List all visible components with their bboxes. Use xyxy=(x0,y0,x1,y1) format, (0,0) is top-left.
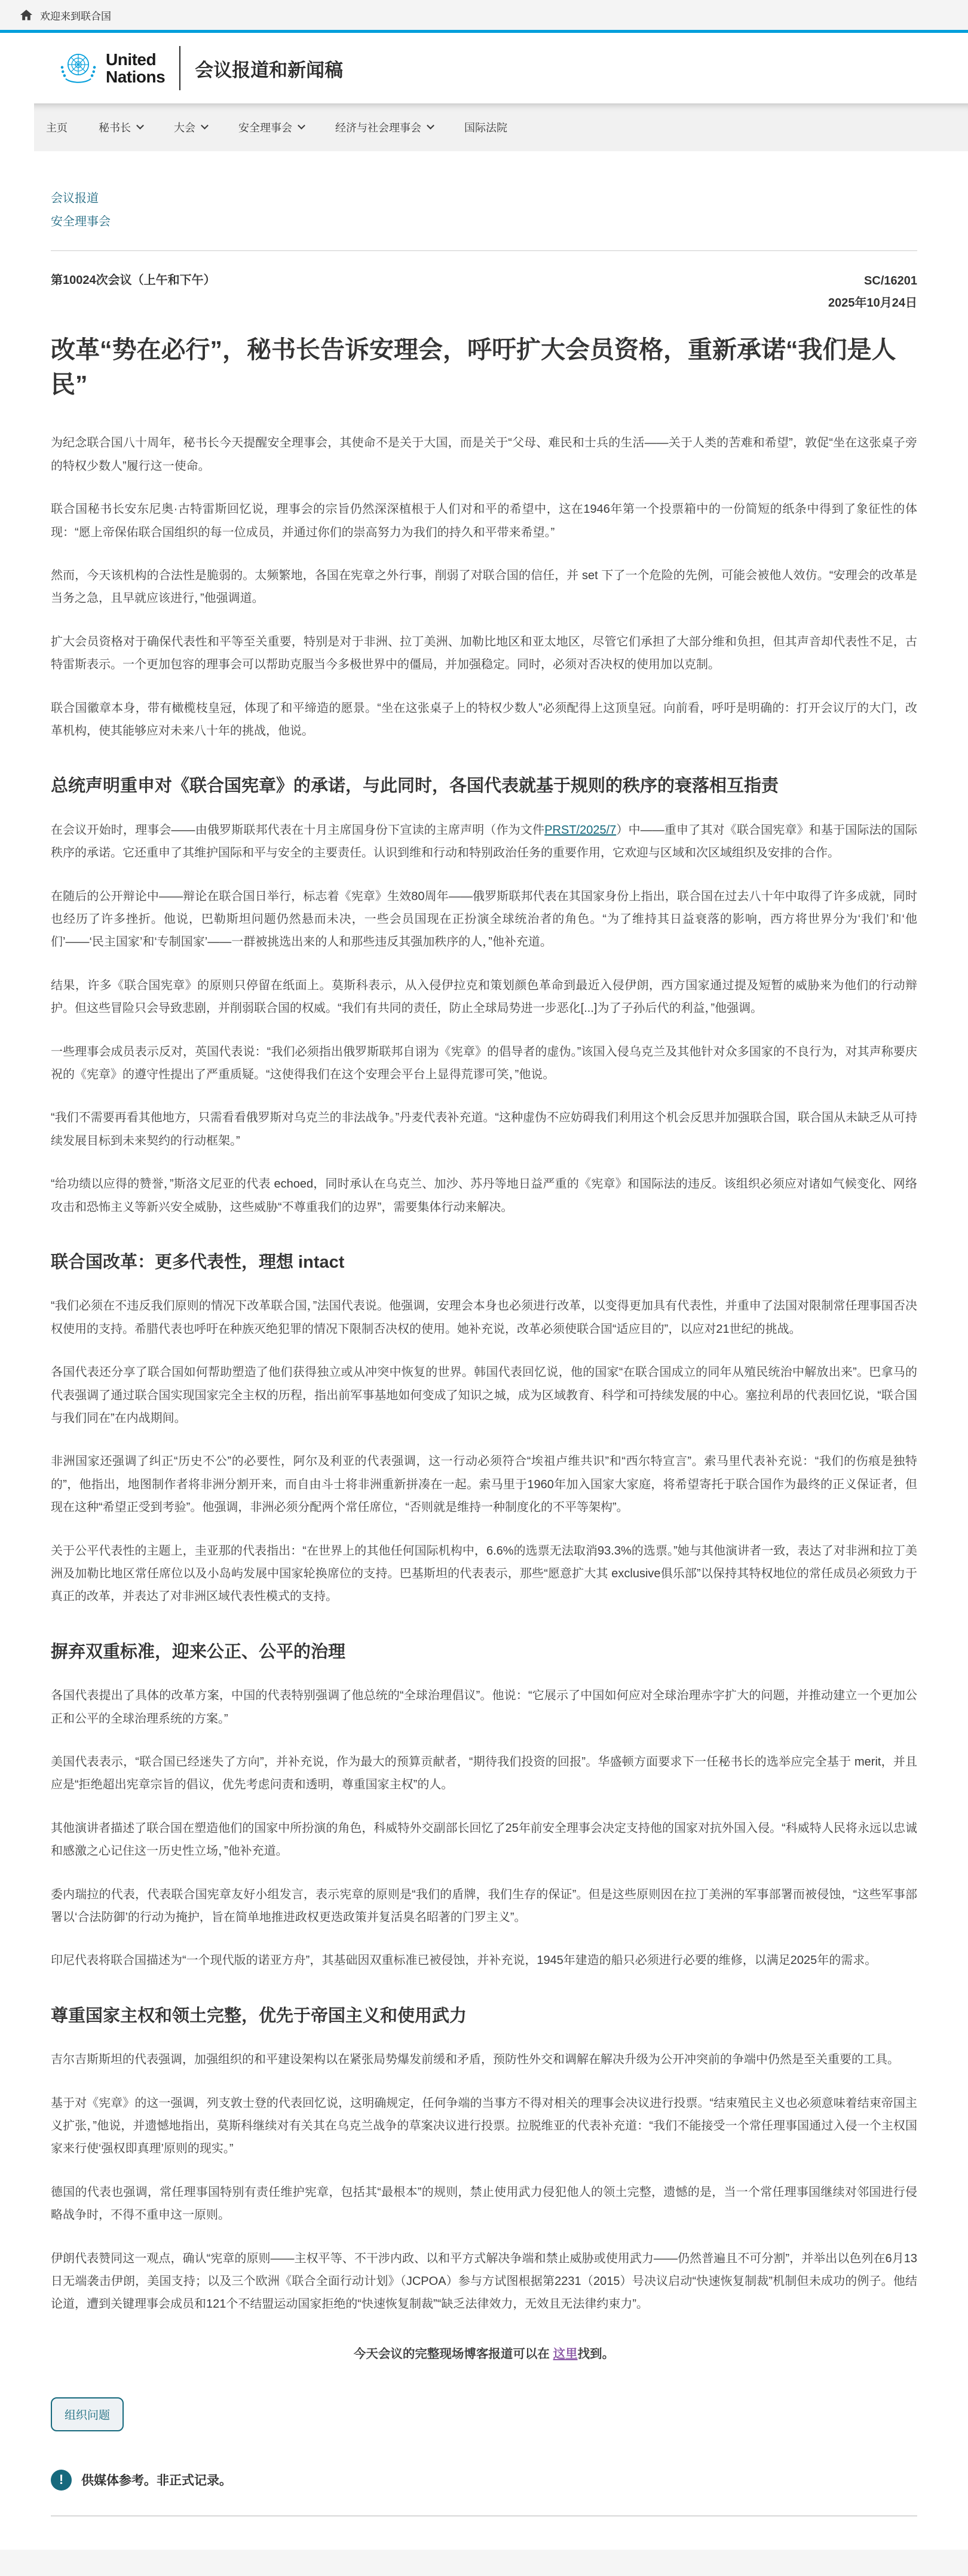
paragraph: 各国代表还分享了联合国如何帮助塑造了他们获得独立或从冲突中恢复的世界。韩国代表回忆说，他的国家“在联合国成立的同年从殖民统治中解放出来”。巴拿马的代表强调了通过联合国实现国家完全主权的历程，指出前军事基地如何变成了知识之城，成为区域教育、科学和可持续发展的中心。塞拉利昂的代表回忆说，“联合国与我们同在”在内战期间。 xyxy=(51,1366,917,1425)
live-blog-link[interactable]: 这里 xyxy=(553,2346,578,2361)
paragraph: 然而，今天该机构的合法性是脆弱的。太频繁地，各国在宪章之外行事，削弱了对联合国的信任，并 set 下了一个危险的先例，可能会被他人效仿。“安理会的改革是当务之急，且早就应该进行，”他强调道。 xyxy=(51,569,917,605)
paragraph: 其他演讲者描述了联合国在塑造他们的国家中所扮演的角色，科威特外交副部长回忆了25年前安全理事会决定支持他的国家对抗外国入侵。“科威特人民将永远以忠诚和感激之心记住这一历史性立场，”他补充道。 xyxy=(51,1821,917,1858)
nav-item-general-assembly[interactable]: 大会 xyxy=(174,120,207,135)
site-title: 会议报道和新闻稿 xyxy=(195,59,344,81)
paragraph: 结果，许多《联合国宪章》的原则只停留在纸面上。莫斯科表示，从入侵伊拉克和策划颜色革命到最近入侵伊朗，西方国家通过提及短暂的威胁来为他们的行动辩护。但这些冒险只会导致悲剧，并削弱联合国的权威。“我们有共同的责任，防止全球局势进一步恶化[...]为了子孙后代的利益，”他强调。 xyxy=(51,978,917,1015)
paragraph: 美国代表表示，“联合国已经迷失了方向”，并补充说，作为最大的预算贡献者，“期待我们投资的回报”。华盛顿方面要求下一任秘书长的选举应完全基于 merit，并且应是“拒绝超出宪章宗旨的倡议，优先考虑问责和透明，尊重国家主权”的人。 xyxy=(51,1755,917,1792)
paragraph: 非洲国家还强调了纠正“历史不公”的必要性，阿尔及利亚的代表强调，这一行动必须符合“埃祖卢维共识”和“西尔特宣言”。索马里代表补充说：“我们的伤痕是独特的”，他指出，地图制作者将非洲分割开来，而自由斗士将非洲重新拼凑在一起。索马里于1960年加入国家大家庭，将希望寄托于联合国作为最终的正义保证者，但现在这种“希望正受到考验”。他强调，非洲必须分配两个常任席位，“否则就是维持一种制度化的不平等架构”。 xyxy=(51,1455,917,1515)
meeting-meta xyxy=(51,270,917,314)
org-name: United Nations xyxy=(106,50,166,86)
live-blog-line: 今天会议的完整现场博客报道可以在 这里找到。 xyxy=(353,2346,615,2361)
exclamation-icon: ! xyxy=(51,2470,72,2491)
media-note xyxy=(51,2470,917,2491)
chevron-down-icon xyxy=(201,121,209,129)
paragraph: 印尼代表将联合国描述为“一个现代版的诺亚方舟”，其基础因双重标准已被侵蚀，并补充说，1945年建造的船只必须进行必要的维修，以满足2025年的需求。 xyxy=(51,1954,877,1968)
paragraph: 联合国秘书长安东尼奥·古特雷斯回忆说，理事会的宗旨仍然深深植根于人们对和平的希望中，这在1946年第一个投票箱中的一份简短的纸条中得到了象征性的体现：“愿上帝保佑联合国组织的每一位成员，并通过你们的崇高努力为我们的持久和平带来希望。” xyxy=(51,503,917,539)
home-icon[interactable] xyxy=(20,8,33,22)
paragraph: 联合国徽章本身，带有橄榄枝皇冠，体现了和平缔造的愿景。“坐在这张桌子上的特权少数人”必须配得上这顶皇冠。向前看，呼吁是明确的：打开会议厅的大门，改革机构，使其能够应对未来八十年的挑战，他说。 xyxy=(51,701,917,738)
breadcrumb-security-council[interactable]: 安全理事会 xyxy=(51,215,111,228)
paragraph-with-document-link: 在会议开始时，理事会——由俄罗斯联邦代表在十月主席国身份下宣读的主席声明（作为文件PRST/2025/7）中——重申了其对《联合国宪章》和基于国际法的国际秩序的承诺。它还重申了其维护国际和平与安全的主要责任。认识到维和行动和特别政治任务的重要作用，它欢迎与区域和次区域组织及安排的合作。 xyxy=(51,823,918,860)
paragraph: 为纪念联合国八十周年，秘书长今天提醒安全理事会，其使命不是关于大国，而是关于“父母、难民和士兵的生活——关于人类的苦难和希望”，敦促“坐在这张桌子旁的特权少数人”履行这一使命。 xyxy=(51,436,917,473)
meeting-number: 第10024次会议（上午和下午） xyxy=(51,274,216,287)
paragraph: 各国代表提出了具体的改革方案，中国的代表特别强调了他总统的“全球治理倡议”。他说：“它展示了中国如何应对全球治理赤字扩大的问题，并推动建立一个更加公正和公平的全球治理系统的方案。” xyxy=(51,1689,917,1726)
paragraph: 委内瑞拉的代表，代表联合国宪章友好小组发言，表示宪章的原则是“我们的盾牌，我们生存的保证”。但是这些原则因在拉丁美洲的军事部署而被侵蚀，“这些军事部署以‘合法防御’的行动为掩护，旨在简单地推进政权更迭政策并复活臭名昭著的门罗主义”。 xyxy=(51,1887,917,1924)
paragraph: 德国的代表也强调，常任理事国特别有责任维护宪章，包括其“最根本”的规则，禁止使用武力侵犯他人的领土完整，遗憾的是，当一个常任理事国继续对邻国进行侵略战争时，不得不重申这一原则。 xyxy=(51,2185,917,2222)
nav-item-secretary-general[interactable]: 秘书长 xyxy=(99,120,143,135)
section-heading: 摒弃双重标准，迎来公正、公平的治理 xyxy=(51,1642,346,1662)
nav-item-security-council[interactable]: 安全理事会 xyxy=(238,120,304,135)
header-rule xyxy=(51,250,917,251)
site-header xyxy=(0,33,968,103)
paragraph: “我们不需要再看其他地方，只需看看俄罗斯对乌克兰的非法战争。”丹麦代表补充道。“这种虚伪不应妨碍我们利用这个机会反思并加强联合国，联合国从未缺乏从可持续发展目标到未来契约的行动框架。” xyxy=(51,1111,917,1148)
chevron-down-icon xyxy=(427,121,434,129)
media-note-text: 供媒体参考。非正式记录。 xyxy=(81,2474,232,2488)
paragraph: 伊朗代表赞同这一观点，确认“宪章的原则——主权平等、不干涉内政、以和平方式解决争端和禁止威胁或使用武力——仍然普遍且不可分割”，并举出以色列在6月13日无端袭击伊朗，美国支持；以及三个欧洲《联合全面行动计划》（JCPOA）参与方试图根据第2231（2015）号决议启动“快速恢复制裁”机制但未成功的例子。他结论道，遭到关键理事会成员和121个不结盟运动国家拒绝的“快速恢复制裁”“缺乏法律效力，无效且无法律约束力”。 xyxy=(51,2251,917,2311)
document-symbol: SC/16201 xyxy=(864,274,917,287)
un-brand-link[interactable] xyxy=(59,46,343,90)
chevron-down-icon xyxy=(298,121,305,129)
welcome-link[interactable]: 欢迎来到联合国 xyxy=(40,10,111,22)
section-heading: 联合国改革：更多代表性，理想 intact xyxy=(51,1252,345,1272)
section-heading: 尊重国家主权和领土完整，优先于帝国主义和使用武力 xyxy=(51,2006,467,2026)
un-emblem-icon xyxy=(59,47,98,90)
chevron-down-icon xyxy=(136,121,144,129)
breadcrumb xyxy=(51,187,917,234)
article-title: 改革“势在必行”，秘书长告诉安理会，呼吁扩大会员资格，重新承诺“我们是人民” xyxy=(51,336,896,399)
paragraph: 基于对《宪章》的这一强调，列支敦士登的代表回忆说，这明确规定，任何争端的当事方不得对相关的理事会决议进行投票。“结束殖民主义也必须意味着结束帝国主义扩张，”他说，并遗憾地指出，莫斯科继续对有关其在乌克兰战争的草案决议进行投票。拉脱维亚的代表补充道：“我们不能接受一个常任理事国通过入侵一个主权国家来行使‘强权即真理’原则的现实。” xyxy=(51,2096,917,2156)
paragraph: 扩大会员资格对于确保代表性和平等至关重要，特别是对于非洲、拉丁美洲、加勒比地区和亚太地区，尽管它们承担了大部分维和负担，但其声音却代表性不足，古特雷斯表示。一个更加包容的理事会可以帮助克服当今多极世界中的僵局，并加强稳定。同时，必须对否决权的使用加以克制。 xyxy=(51,635,917,672)
paragraph: “给功绩以应得的赞誉，”斯洛文尼亚的代表 echoed，同时承认在乌克兰、加沙、苏丹等地日益严重的《宪章》和国际法的违反。该组织必须应对诸如气候变化、网络攻击和恐怖主义等新兴安全威胁，这些威胁“不尊重我们的边界”，需要集体行动来解决。 xyxy=(51,1177,917,1214)
nav-item-home[interactable]: 主页 xyxy=(46,122,68,134)
paragraph: “我们必须在不违反我们原则的情况下改革联合国，”法国代表说。他强调，安理会本身也必须进行改革，以变得更加具有代表性，并重申了法国对限制常任理事国否决权使用的支持。希腊代表也呼吁在种族灭绝犯罪的情况下限制否决权的使用。她补充说，改革必须使联合国“适应目的”，以应对21世纪的挑战。 xyxy=(51,1299,917,1336)
content-container xyxy=(0,187,968,2516)
site-footer xyxy=(0,2550,968,2576)
prst-document-link[interactable]: PRST/2025/7 xyxy=(544,823,617,837)
meeting-date: 2025年10月24日 xyxy=(828,296,917,310)
paragraph: 在随后的公开辩论中——辩论在联合国日举行，标志着《宪章》生效80周年——俄罗斯联邦代表在其国家身份上指出，联合国在过去八十年中取得了许多成就，同时也经历了许多挫折。他说，巴勒斯坦问题仍然悬而未决，一些会员国现在正扮演全球统治者的角色。“为了维持其日益衰落的影响，西方将世界分为‘我们’和‘他们’——‘民主国家’和‘专制国家’——一群被挑选出来的人和那些违反其强加秩序的人，”他补充道。 xyxy=(51,889,917,949)
welcome-bar xyxy=(0,0,968,30)
main-nav xyxy=(34,103,968,151)
topic-tag-organizational-matters[interactable]: 组织问题 xyxy=(51,2397,124,2431)
section-heading: 总统声明重申对《联合国宪章》的承诺，与此同时，各国代表就基于规则的秩序的衰落相互指责 xyxy=(51,776,779,796)
paragraph: 吉尔吉斯斯坦的代表强调，加强组织的和平建设架构以在紧张局势爆发前缓和矛盾，预防性外交和调解在解决升级为公开冲突前的争端中仍然是至关重要的工具。 xyxy=(51,2053,899,2067)
breadcrumb-meetings-coverage[interactable]: 会议报道 xyxy=(51,192,99,205)
paragraph: 关于公平代表性的主题上，圭亚那的代表指出：“在世界上的其他任何国际机构中，6.6%的选票无法取消93.3%的选票。”她与其他演讲者一致，表达了对非洲和拉丁美洲及加勒比地区常任席位以及小岛屿发展中国家轮换席位的支持。巴基斯坦的代表表示，那些“愿意扩大其 exclusive俱乐部”以保持其特权地位的常任成员必须致力于真正的改革，并表达了对非洲区域代表性模式的支持。 xyxy=(51,1544,917,1604)
nav-item-ecosoc[interactable]: 经济与社会理事会 xyxy=(335,120,433,135)
nav-item-icj[interactable]: 国际法院 xyxy=(464,122,507,134)
header-divider xyxy=(179,46,180,90)
paragraph: 一些理事会成员表示反对，英国代表说：“我们必须指出俄罗斯联邦自诩为《宪章》的倡导者的虚伪。”该国入侵乌克兰及其他针对众多国家的不良行为，对其声称要庆祝的《宪章》的遵守性提出了严重质疑。“这使得我们在这个安理会平台上显得荒谬可笑，”他说。 xyxy=(51,1045,917,1081)
